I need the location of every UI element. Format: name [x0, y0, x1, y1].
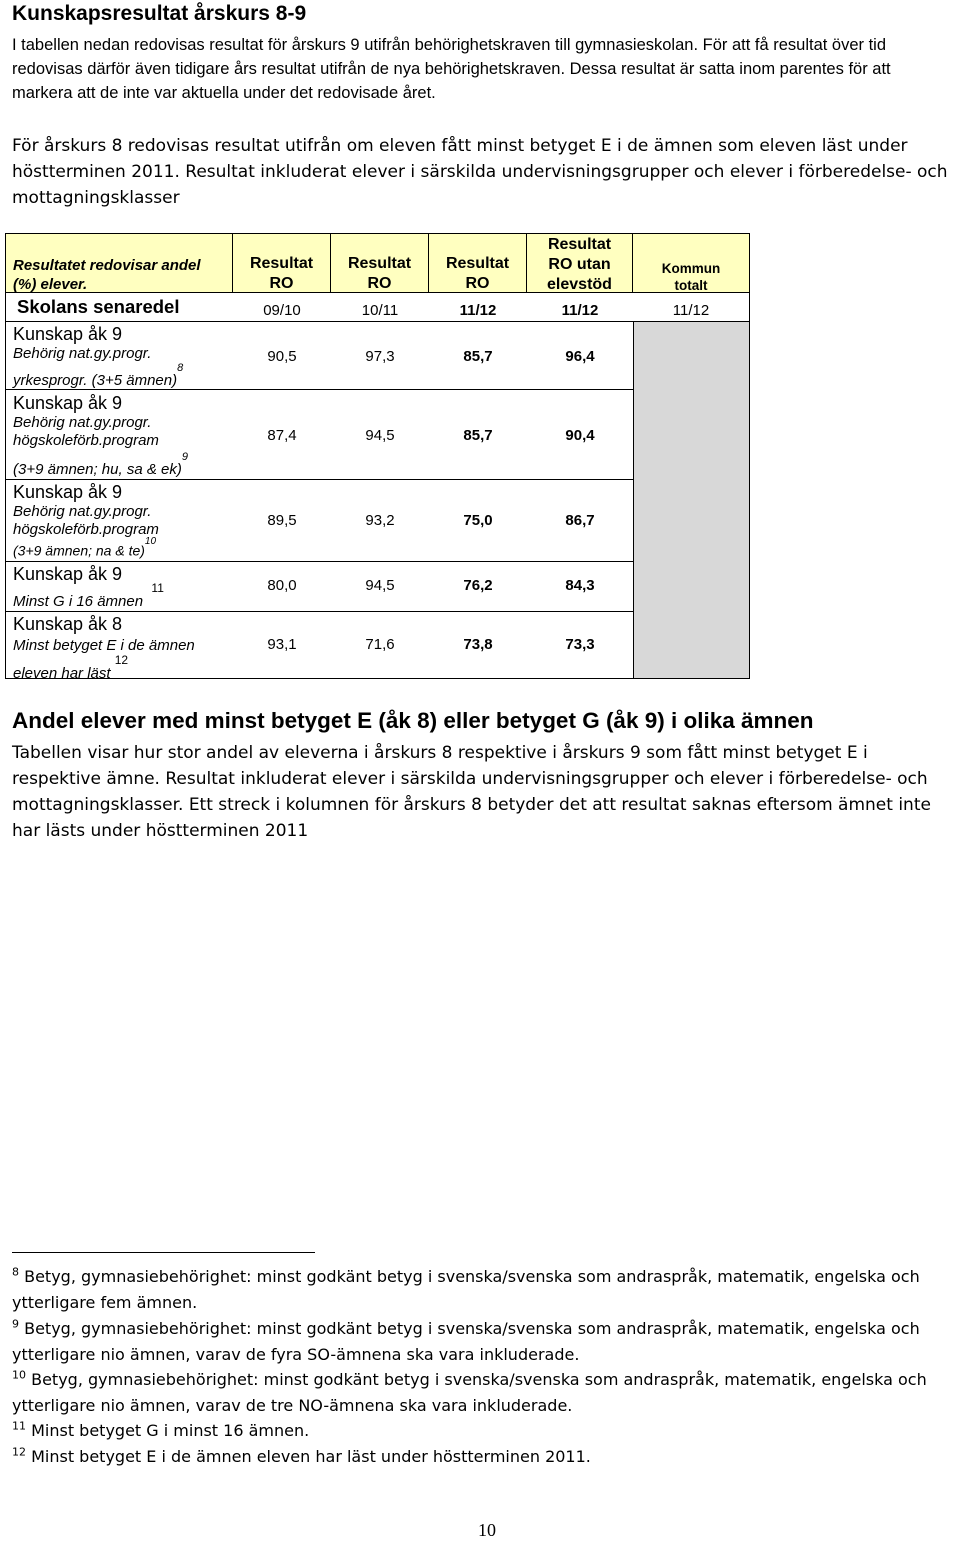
intro-paragraph: I tabellen nedan redovisas resultat för årskurs 9 utifrån behörighetskraven till gymnasieskolan. För att få resultat över tid redovisas därför även tidigare års resultat utifrån de nya behörighetskraven. Dessa resultat är satta inom parentes för att markera att de inte var aktuella under det redovisade året.	[12, 36, 891, 102]
corner-header-cell	[6, 234, 233, 293]
row-3-sub3: (3+9 ämnen; na & te)	[13, 542, 145, 559]
header-cell-3	[429, 234, 527, 293]
header-4-line3: elevstöd	[547, 276, 612, 293]
corner-label-line2: (%) elever.	[13, 276, 88, 293]
row-1-value-2: 97,3	[365, 348, 395, 365]
row-3-value-1: 89,5	[267, 512, 297, 529]
school-row-label: Skolans senaredel	[17, 296, 180, 317]
footnote-9	[12, 1316, 957, 1368]
row-5-value-4: 73,3	[565, 636, 595, 653]
row-4-title: Kunskap åk 9	[13, 564, 123, 584]
row-divider	[6, 479, 633, 480]
row-4-value-4: 84,3	[565, 577, 595, 594]
footnote-8-number: 8	[12, 1265, 19, 1279]
year-5: 11/12	[672, 302, 710, 319]
row-2-value-4: 90,4	[565, 427, 595, 444]
row-2-footnote-ref: 9	[181, 451, 188, 463]
row-3-value-4: 86,7	[565, 512, 595, 529]
row-2-sub3: (3+9 ämnen; hu, sa & ek)	[13, 461, 182, 478]
section-paragraph: Tabellen visar hur stor andel av eleverna i årskurs 8 respektive i årskurs 9 som fått minst betyget E i respektive ämne. Resultat inkluderat elever i särskilda undervisningsgrupper och elever i förberedelse- och mottagningsklasser. Ett streck i kolumnen för årskurs 8 betyder det att resultat saknas eftersom ämnet inte har lästs under höstterminen 2011	[12, 743, 931, 841]
row-5-value-3: 73,8	[463, 636, 493, 653]
row-1-footnote-ref: 8	[177, 362, 184, 374]
row-5-sub1: Minst betyget E i de ämnen	[13, 637, 195, 654]
footnote-11	[12, 1418, 957, 1444]
row-1-label	[13, 324, 183, 391]
footnote-10-number: 10	[12, 1368, 26, 1382]
row-2-value-2: 94,5	[365, 427, 395, 444]
row-1-value-4: 96,4	[565, 348, 595, 365]
header-4-line1: Resultat	[547, 236, 612, 253]
row-5-value-1: 93,1	[267, 636, 297, 653]
year-2: 10/11	[361, 302, 399, 319]
year-3: 11/12	[459, 302, 497, 319]
header-cell-4	[527, 234, 633, 293]
row-divider	[6, 561, 633, 562]
results-table	[5, 233, 750, 682]
header-3-line2: RO	[465, 275, 490, 292]
footnote-separator	[12, 1252, 315, 1253]
footnote-12-text: Minst betyget E i de ämnen eleven har läst under höstterminen 2011.	[31, 1447, 591, 1466]
footnote-12-number: 12	[12, 1445, 26, 1459]
footnote-10-text: Betyg, gymnasiebehörighet: minst godkänt betyg i svenska/svenska som andraspråk, matematik, engelska och ytterligare nio ämnen, varav de tre NO-ämnena ska vara inkluderade.	[12, 1370, 927, 1415]
footnote-11-number: 11	[12, 1419, 26, 1433]
kommun-column	[633, 322, 749, 678]
header-cell-5	[633, 234, 749, 293]
row-4-value-2: 94,5	[365, 577, 395, 594]
header-1-line2: RO	[269, 275, 294, 292]
row-3-value-3: 75,0	[463, 512, 493, 529]
row-4-sub1: Minst G i 16 ämnen	[13, 593, 144, 610]
row-3-sub2: högskoleförb.program	[13, 521, 159, 538]
header-2-line1: Resultat	[347, 255, 412, 272]
row-3-title: Kunskap åk 9	[13, 482, 123, 502]
page-number: 10	[478, 1520, 496, 1540]
row-2-value-3: 85,7	[463, 427, 493, 444]
footnote-9-text: Betyg, gymnasiebehörighet: minst godkänt betyg i svenska/svenska som andraspråk, matematik, engelska och ytterligare nio ämnen, varav de fyra SO-ämnena ska vara inkluderade.	[12, 1319, 920, 1364]
footnote-9-number: 9	[12, 1317, 19, 1331]
footnote-12	[12, 1444, 957, 1470]
row-2-label	[13, 392, 188, 479]
row-5-title: Kunskap åk 8	[13, 614, 123, 634]
row-4-value-3: 76,2	[463, 577, 493, 594]
row-3-label	[13, 481, 159, 560]
row-3-footnote-ref: 10	[144, 536, 157, 547]
row-1-sub1: Behörig nat.gy.progr.	[13, 345, 152, 362]
header-1-line1: Resultat	[249, 255, 314, 272]
row-5-value-2: 71,6	[365, 636, 395, 653]
header-3-line1: Resultat	[445, 255, 510, 272]
row-5-footnote-ref: 12	[114, 653, 129, 667]
row-2-title: Kunskap åk 9	[13, 393, 123, 413]
row-2-sub1: Behörig nat.gy.progr.	[13, 414, 152, 431]
page-title: Kunskapsresultat årskurs 8-9	[12, 2, 307, 25]
row-2-sub2: högskoleförb.program	[13, 432, 159, 449]
footnote-10	[12, 1367, 937, 1419]
header-cell-1	[233, 234, 331, 293]
section-heading: Andel elever med minst betyget E (åk 8) eller betyget G (åk 9) i olika ämnen	[12, 708, 814, 733]
row-3-value-2: 93,2	[365, 512, 395, 529]
row-1-title: Kunskap åk 9	[13, 324, 123, 344]
row-divider	[6, 389, 633, 390]
row-1-value-3: 85,7	[463, 348, 493, 365]
header-4-line2: RO utan	[548, 256, 611, 273]
header-5-line2: totalt	[674, 278, 708, 293]
year-4: 11/12	[561, 302, 599, 319]
footnote-8-text: Betyg, gymnasiebehörighet: minst godkänt betyg i svenska/svenska som andraspråk, matematik, engelska och ytterligare fem ämnen.	[12, 1267, 920, 1312]
header-2-line2: RO	[367, 275, 392, 292]
row-1-sub2: yrkesprogr. (3+5 ämnen)	[13, 372, 178, 389]
row-4-footnote-ref: 11	[151, 581, 164, 595]
corner-label-line1: Resultatet redovisar andel	[13, 257, 201, 274]
footnote-8	[12, 1264, 957, 1316]
header-cell-2	[331, 234, 429, 293]
footnote-11-text: Minst betyget G i minst 16 ämnen.	[31, 1421, 310, 1440]
row-5-sub2: eleven har läst	[13, 665, 111, 682]
row-2-value-1: 87,4	[267, 427, 297, 444]
row-4-label	[13, 563, 164, 613]
grade8-paragraph: För årskurs 8 redovisas resultat utifrån om eleven fått minst betyget E i de ämnen som eleven läst under höstterminen 2011. Resultat inkluderat elever i särskilda undervisningsgrupper och elever i förberedelse- och mottagningsklasser	[12, 136, 948, 208]
year-1: 09/10	[263, 302, 301, 319]
row-1-value-1: 90,5	[267, 348, 297, 365]
row-divider	[6, 611, 633, 612]
header-5-line1: Kommun	[661, 261, 721, 276]
row-4-value-1: 80,0	[267, 577, 297, 594]
row-3-sub1: Behörig nat.gy.progr.	[13, 503, 152, 520]
row-5-label	[13, 613, 195, 685]
